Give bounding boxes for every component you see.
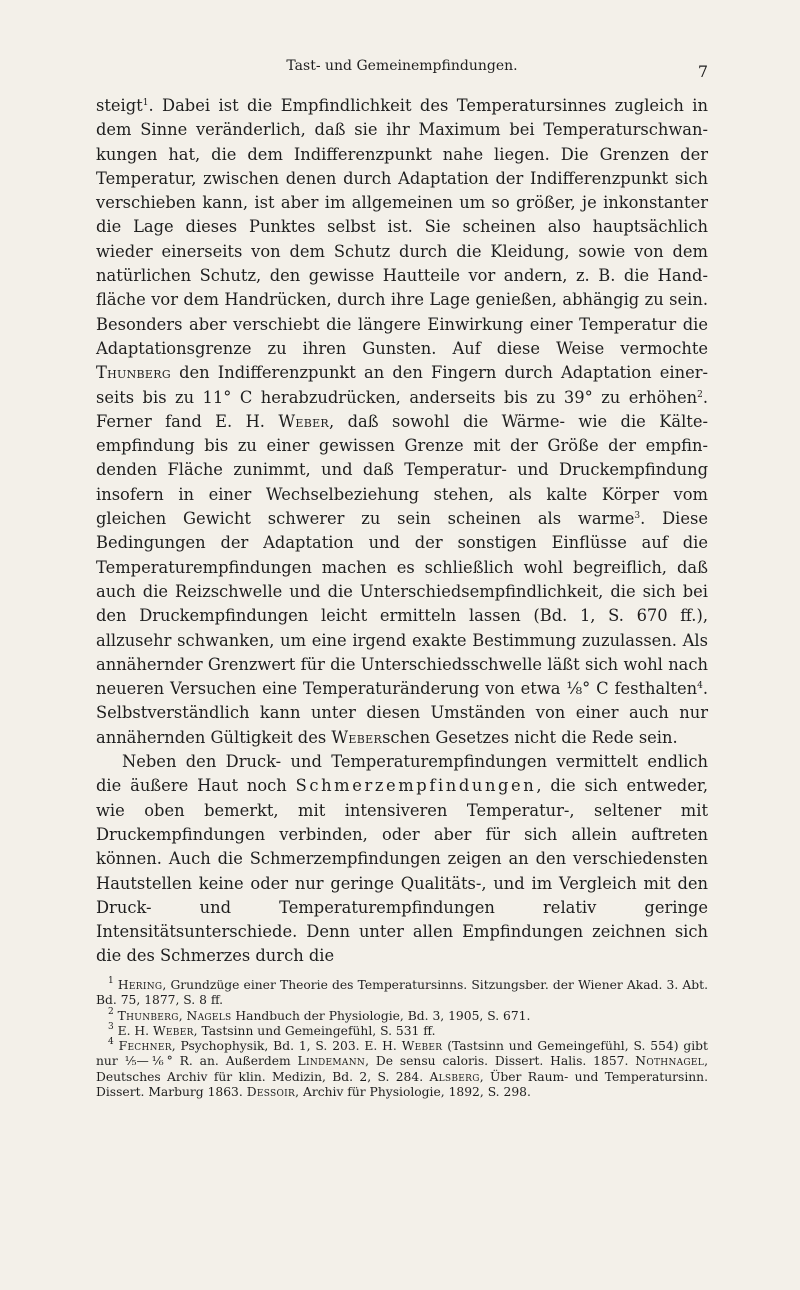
author-name: Nothnagel (635, 1054, 705, 1069)
paragraph (96, 750, 708, 969)
text-run: , Archiv für Physiologie, 1892, S. 298. (295, 1085, 531, 1100)
text-run: (Tastsinn und Gemeingefühl, S. 554) gibt nur ⅕—⅙° R. an. Außerdem (96, 1039, 708, 1069)
footnotes (96, 978, 708, 1100)
text-run: . Selbstverständlich kann unter diesen Umständen von einer auch nur annähernden Gültigkeit des (96, 679, 708, 747)
author-name: Thunberg (117, 1008, 179, 1023)
emphasized-term: Schmerzempfindungen (295, 776, 537, 796)
text-run: , De sensu caloris. Dissert. Halis. 1857. (365, 1054, 636, 1069)
footnote-marker: 2 (108, 1006, 114, 1017)
author-name: Thunberg (96, 363, 171, 383)
author-name: Weber (401, 1039, 443, 1054)
footnote-marker: 2 (697, 389, 703, 400)
author-name: Lindemann (297, 1054, 366, 1069)
text-run: schen Gesetzes nicht die Rede sein. (382, 727, 678, 747)
footnote (96, 978, 708, 1009)
page-number: 7 (697, 62, 708, 81)
text-run: . Diese Bedingungen der Adaptation und der sonstigen Einflüsse auf die Temperaturempfindungen machen es schließlich wohl begreiflich, daß auch die Reizschwelle und die Unterschiedsempfindlichkeit, die sich bei den Druckempfindungen leicht ermitteln lassen (Bd. 1, S. 670 ff.), allzusehr schwanken, um eine irgend exakte Bestimmung zuzulassen. Als annähernder Grenzwert für die Unterschiedsschwelle läßt sich wohl nach neueren Versuchen eine Temperaturänderung von etwa ⅛° C festhalten (96, 509, 708, 699)
paragraph (96, 94, 708, 750)
author-name: Dessoir (246, 1085, 296, 1100)
footnote-marker: 3 (108, 1021, 114, 1032)
text-run: E. H. (113, 1023, 153, 1038)
text-run: , Deutsches Archiv für klin. Medizin, Bd. 2, S. 284. (96, 1054, 708, 1084)
text-run: . Ferner fand E. H. (96, 387, 708, 431)
footnote (96, 1021, 708, 1039)
text-run: steigt (96, 96, 143, 115)
text-run: , Psychophysik, Bd. 1, S. 203. E. H. (171, 1039, 402, 1054)
text-run: , (178, 1008, 187, 1023)
footnote-marker: 3 (634, 511, 641, 522)
text-run: Neben den Druck- und Temperaturempfindungen vermittelt endlich die äußere Haut noch (96, 752, 708, 796)
author-name: Weber (331, 727, 383, 747)
footnote-marker: 1 (108, 976, 114, 986)
footnote-marker: 4 (697, 681, 703, 692)
text-run: den Indifferenzpunkt an den Fingern durch Adaptation einerseits bis zu 11° C herabzudrücken, anderseits bis zu 39° zu erhöhen (96, 363, 708, 407)
running-head-title: Tast- und Gemeinempfindungen. (286, 58, 518, 74)
author-name: Nagels (186, 1008, 232, 1023)
text-run: , Grundzüge einer Theorie des Temperatursinns. Sitzungsber. der Wiener Akad. 3. Abt. Bd. 75, 1877, S. 8 ff. (96, 978, 708, 1008)
author-name: Fechner (118, 1039, 172, 1054)
author-name: Alsberg (429, 1069, 480, 1084)
text-run: . Dabei ist die Empfindlichkeit des Temperatursinnes zugleich in dem Sinne veränderlich, daß sie ihr Maximum bei Temperaturschwankungen hat, die dem Indifferenzpunkt nahe liegen. Die Grenzen der Temperatur, zwischen denen durch Adaptation der Indifferenzpunkt sich verschieben kann, ist aber im allgemeinen um so größer, je inkonstanter die Lage dieses Punktes selbst ist. Sie scheinen also hauptsächlich wieder einerseits von dem Schutz durch die Kleidung, sowie von dem natürlichen Schutz, den gewisse Hautteile vor andern, z. B. die Handfläche vor dem Handrücken, durch ihre Lage genießen, abhängig zu sein. Besonders aber verschiebt die längere Einwirkung einer Temperatur die Adaptationsgrenze zu ihren Gunsten. Auf diese Weise vermochte (96, 96, 708, 358)
footnote-marker: 4 (108, 1037, 114, 1048)
text-run: Handbuch der Physiologie, Bd. 3, 1905, S. 671. (231, 1008, 531, 1023)
body-text (96, 94, 708, 969)
text-run: , die sich entweder, wie oben bemerkt, mit intensiveren Temperatur-, seltener mit Druckempfindungen verbinden, oder aber für sich allein auftreten können. Auch die Schmerzempfindungen zeigen an den verschiedensten Hautstellen keine oder nur geringe Qualitäts-, und im Vergleich mit den Druck- und Temperaturempfindungen relativ geringe Intensitätsunterschiede. Denn unter allen Empfindungen zeichnen sich die des Schmerzes durch die (96, 776, 708, 966)
text-run: , Tastsinn und Gemeingefühl, S. 531 ff. (193, 1023, 436, 1038)
footnote (96, 1039, 708, 1100)
footnote-marker: 1 (142, 98, 149, 108)
text-run: , Über Raum- und Temperatursinn. Dissert. Marburg 1863. (96, 1069, 709, 1100)
author-name: Weber (278, 411, 330, 431)
footnote (96, 1006, 708, 1024)
author-name: Hering (117, 978, 163, 992)
text-run: , daß sowohl die Wärme- wie die Kälteempfindung bis zu einer gewissen Grenze mit der Größe der empfindenden Fläche zunimmt, und daß Temperatur- und Druckempfindung insofern in einer Wechselbeziehung stehen, als kalte Körper vom gleichen Gewicht schwerer zu sein scheinen als warme (96, 411, 708, 529)
author-name: Weber (152, 1023, 194, 1038)
